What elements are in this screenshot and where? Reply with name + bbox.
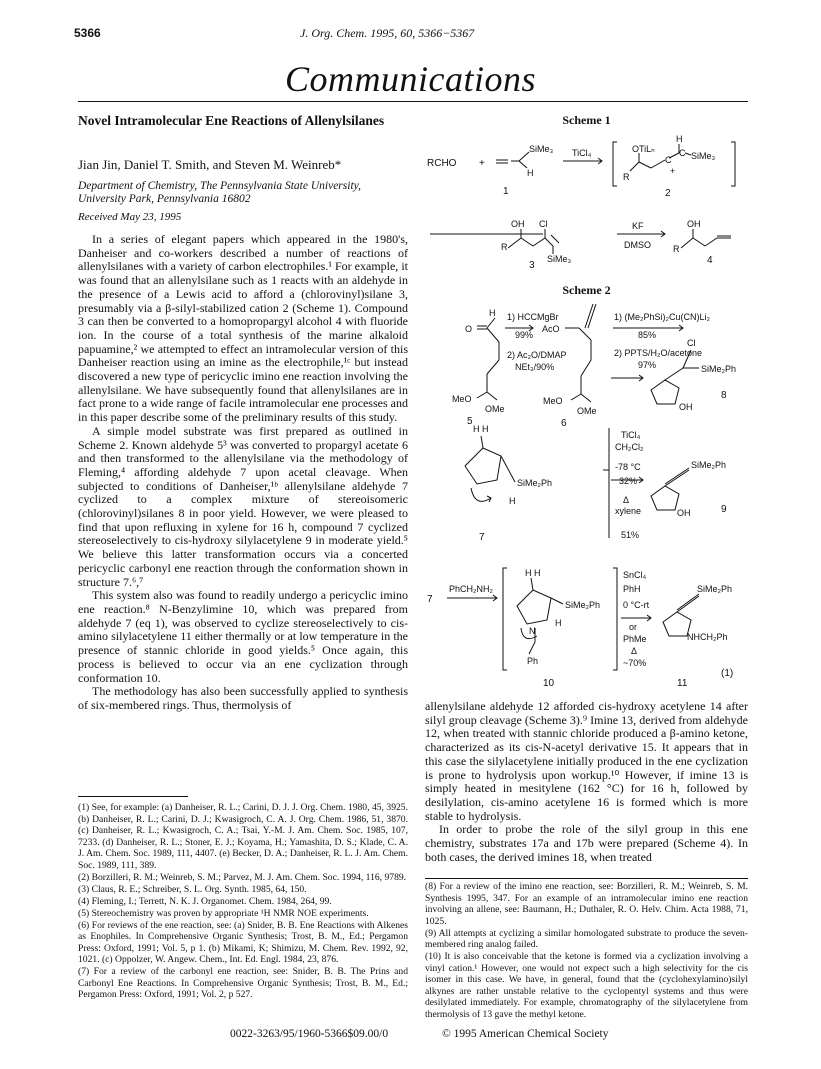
reagent-1c: 2) Ac₂O/DMAP — [507, 350, 567, 360]
footnote-rule — [78, 796, 188, 797]
footnote: (10) It is also conceivable that the ketone is formed via a cyclization involving a vinyl cation.¹ However, one would not expect such a high selectivity for the cis isomer in this case. We have, in general, found that the (cyclohexylamino)silyl alkynes are rather unstable relative to the cyclopentyl systems and thus were desilylated immediately. For example, chromatography of the silylacetylene from thermolysis of 13 gave the methyl ketone. — [425, 951, 748, 1020]
label-oh: OH — [511, 219, 525, 229]
reagent-kf: KF — [632, 221, 644, 231]
yield-32: 32% — [619, 476, 638, 486]
label-rcho: RCHO — [427, 158, 457, 169]
label-plus2: + — [670, 166, 676, 176]
compound-7-ref: 7 — [427, 594, 433, 605]
footnote: (3) Claus, R. E.; Schreiber, S. L. Org. Synth. 1985, 64, 150. — [78, 883, 307, 895]
label-n: N — [529, 626, 536, 636]
label-c1: C — [665, 155, 672, 165]
reagent-2c: 2) PPTS/H₂O/acetone — [614, 348, 703, 358]
label-r3: R — [673, 244, 680, 254]
reagent-ticl4: TiCl₄ — [572, 148, 592, 158]
footnotes-right — [425, 881, 748, 1021]
footnote: (2) Borzilleri, R. M.; Weinreb, S. M.; Parvez, M. J. Am. Chem. Soc. 1994, 116, 9789. — [78, 871, 407, 883]
body-left — [78, 233, 408, 713]
reagent-ticl4: TiCl₄ — [621, 430, 641, 440]
label-hh: H H — [473, 424, 489, 434]
condition-temp: -78 °C — [615, 462, 641, 472]
label-otil: OTiLₙ — [632, 144, 655, 154]
footnote: (9) All attempts at cyclizing a similar homologated substrate to produce the seven-membered ring analog failed. — [425, 927, 748, 950]
reagent-1a: 1) HCCMgBr — [507, 312, 559, 322]
compound-1: 1 — [503, 186, 509, 197]
scheme-1-figure — [425, 128, 748, 270]
compound-9: 9 — [721, 504, 727, 515]
footnote: (7) For a review of the carbonyl ene reaction, see: Snider, B. B. The Prins and Carbonyl Ene Reactions. In Comprehensive Organic Synthesis; Trost, B. M., Ed.; Pergamon Press: Oxford, 1991; Vol. 2, p 527. — [78, 966, 408, 1000]
label-or: or — [629, 622, 638, 632]
solvent-xylene: xylene — [615, 506, 642, 516]
label-o: O — [465, 324, 473, 334]
label-ph: Ph — [527, 656, 539, 666]
reagent-2d: 97% — [638, 360, 657, 370]
journal-citation: J. Org. Chem. 1995, 60, 5366−5367 — [300, 26, 475, 40]
paragraph: In a series of elegant papers which appeared in the 1980's, Danheiser and co-workers described a number of reactions of allenylsilanes with a variety of carbon electrophiles.¹ For example, it was found that an allenylsilane such as 1 reacts with an aldehyde in the presence of a Lewis acid to afford a (chlorovinyl)silane 3, presumably via a β-silyl-stabilized cation 2 (Scheme 1). Compound 3 can then be converted to a homopropargyl alcohol 4 with fluoride ion. In the course of a total synthesis of the marine alkaloid papuamine,² we attempted to effect an intramolecular version of this Danheiser reaction using an imine as the electrophile,¹ᶜ but instead discovered a new type of pericyclic imino ene reaction involving the allenylsilane. We have subsequently found that allenylsilanes are in fact prone to a wide range of facile intramolecular ene processes and in this paper describe some of the preliminary results of this study. — [78, 232, 408, 425]
compound-11: 11 — [677, 678, 688, 689]
compound-5: 5 — [467, 416, 473, 427]
section-title: Communications — [284, 59, 536, 99]
label-sime2ph2: SiMe₂Ph — [697, 584, 733, 594]
label-sime2ph: SiMe₂Ph — [517, 478, 553, 488]
author-list: Jian Jin, Daniel T. Smith, and Steven M. Weinreb* — [78, 157, 342, 172]
footnotes-left — [78, 802, 408, 1001]
compound-10: 10 — [543, 678, 555, 689]
scheme-2-figure — [425, 298, 748, 548]
reagent-sncl4: SnCl₄ — [623, 570, 647, 580]
footnote: (5) Stereochemistry was proven by appropriate ¹H NMR NOE experiments. — [78, 907, 369, 919]
scheme-1-title: Scheme 1 — [562, 113, 611, 127]
paragraph: This system also was found to readily undergo a pericyclic imino ene reaction.⁸ N-Benzylimine 10, which was prepared from aldehyde 7 (eq 1), was observed to cyclize stereoselectively to cis-amino silylacetylene 11 either thermally or at low temperature in the presence of stannic chloride in good yields.⁵ Once again, this process is believed to occur via an ene cyclization through conformation 10. — [78, 588, 408, 685]
reagent-1b: 99% — [515, 330, 534, 340]
label-h2: H — [676, 134, 683, 144]
compound-3: 3 — [529, 260, 535, 270]
reagent-benzylamine: PhCH₂NH₂ — [449, 584, 493, 594]
received-date: Received May 23, 1995 — [78, 211, 182, 223]
reagent-ch2cl2: CH₂Cl₂ — [615, 442, 644, 452]
compound-2: 2 — [665, 188, 671, 199]
label-oh: OH — [679, 402, 693, 412]
label-h: H — [527, 168, 534, 178]
compound-6: 6 — [561, 418, 567, 429]
yield-51: 51% — [621, 530, 640, 540]
label-aco: AcO — [542, 324, 560, 334]
condition-temp: 0 °C-rt — [623, 600, 650, 610]
label-oh2: OH — [687, 219, 701, 229]
label-h: H — [489, 308, 496, 318]
body-right — [425, 700, 748, 864]
label-oh2: OH — [677, 508, 691, 518]
label-ome: OMe — [485, 404, 505, 414]
label-c2: C — [679, 148, 686, 158]
label-meo: MeO — [452, 394, 472, 404]
label-cl: Cl — [687, 338, 696, 348]
compound-8: 8 — [721, 390, 727, 401]
label-plus: + — [479, 158, 485, 169]
label-h2: H — [509, 496, 516, 506]
reagent-2b: 85% — [638, 330, 657, 340]
equation-number: (1) — [721, 668, 734, 679]
affiliation: Department of Chemistry, The Pennsylvania State University, University Park, Pennsylvania 16802 — [78, 180, 361, 205]
label-sime2ph2: SiMe₂Ph — [701, 364, 737, 374]
equation-1-figure — [425, 558, 748, 690]
label-nhch2ph: NHCH₂Ph — [687, 632, 728, 642]
solvent-phh: PhH — [623, 584, 641, 594]
compound-4: 4 — [707, 255, 713, 266]
reagent-2a: 1) (Me₂PhSi)₂Cu(CN)Li₂ — [614, 312, 710, 322]
label-sime2ph3: SiMe₂Ph — [691, 460, 727, 470]
reagent-1d: NEt₃/90% — [515, 362, 555, 372]
label-sime3b: SiMe₃ — [691, 151, 716, 161]
label-r2: R — [501, 242, 508, 252]
label-delta: Δ — [623, 495, 630, 505]
page-number: 5366 — [74, 26, 101, 40]
footnote: (6) For reviews of the ene reaction, see: (a) Snider, B. B. Ene Reactions with Alkenes as Enophiles. In Comprehensive Organic Synthesis; Trost, B. M., Ed.; Pergamon Press: Oxford, 1991; Vol. 5, p 1. (b) Mikami, K; Shimizu, M. Chem. Rev. 1992, 92, 1021. (c) Oppolzer, W. Angew. Chem., Int. Ed. Engl. 1984, 23, 876. — [78, 919, 408, 965]
compound-7: 7 — [479, 532, 485, 543]
reagent-dmso: DMSO — [624, 240, 651, 250]
yield-70: ~70% — [623, 658, 647, 668]
footnote-rule-right — [425, 878, 748, 879]
article-title: Novel Intramolecular Ene Reactions of Allenylsilanes — [78, 113, 385, 128]
footnote: (8) For a review of the imino ene reaction, see: Borzilleri, R. M.; Weinreb, S. M. Synthesis 1995, 347. For an example of an intramolecular imino ene reaction involving an allene, see: Baumann, H.; Duthaler, R. O. Helv. Chim. Acta 1988, 71, 1025. — [425, 881, 748, 927]
paragraph: A simple model substrate was first prepared as outlined in Scheme 2. Known aldehyde 5³ was converted to propargyl acetate 6 and then transformed to the allenylsilane via the methodology of Fleming,⁴ affording aldehyde 7 upon acetal cleavage. When subjected to conditions of Danheiser,¹ᵇ allenylsilane aldehyde 7 cyclized to a complex mixture of stereoisomeric (chlorovinyl)silanes 8 in poor yield. However, we were pleased to find that upon refluxing in xylene for 16 h, compound 7 cyclized stereoselectively to cis-hydroxy silylacetylene 9 in moderate yield.⁵ We believe this latter transformation occurs via a concerted pericyclic carbonyl ene reaction through the conformation shown in structure 7.⁶,⁷ — [78, 423, 408, 589]
footer-code: 0022-3263/95/1960-5366$09.00/0 — [230, 1028, 389, 1040]
paragraph: allenylsilane aldehyde 12 afforded cis-hydroxy acetylene 14 after silyl group cleavage (Scheme 3).⁹ Imine 13, derived from aldehyde 12, when treated with stannic chloride produced a β-amino ketone, characterized as its cis-N-acetyl derivative 15. It appears that in this case the silylacetylene initially produced in the ene cyclization is prone to hydrolysis upon workup.¹⁰ However, if imine 13 is simply heated in mesitylene (162 °C) for 16 h, followed by desilylation, cis-amino acetylene 16 is formed which is more stable to hydrolysis. — [425, 699, 748, 823]
label-hh: H H — [525, 568, 541, 578]
paragraph: The methodology has also been successfully applied to synthesis of six-membered rings. Thus, thermolysis of — [78, 684, 408, 712]
header-rule — [78, 101, 748, 102]
label-ome2: OMe — [577, 406, 597, 416]
label-meo2: MeO — [543, 396, 563, 406]
label-r: R — [623, 172, 630, 182]
solvent-phme: PhMe — [623, 634, 647, 644]
label-sime3: SiMe₃ — [529, 144, 554, 154]
label-sime3c: SiMe₃ — [547, 254, 572, 264]
footnote: (1) See, for example: (a) Danheiser, R. L.; Carini, D. J. J. Org. Chem. 1980, 45, 3925. (b) Danheiser, R. L.; Carini, D. J.; Kwasigroch, C. A. J. Org. Chem. 1986, 51, 3870. (c) Danheiser, R. L.; Kwasigroch, C. A.; Tsai, Y.-M. J. Am. Chem. Soc. 1985, 107, 7233. (d) Danheiser, R. L.; Stoner, E. J.; Koyama, H.; Yamashita, D. S.; Klade, C. A. J. Am. Chem. Soc. 1989, 111, 4407. (e) Becker, D. A.; Danheiser, R. L. J. Am. Chem. Soc. 1989, 111, 389. — [78, 802, 408, 871]
scheme-2-title: Scheme 2 — [562, 283, 611, 297]
paragraph: In order to probe the role of the silyl group in this ene chemistry, substrates 17a and 17b were prepared (Scheme 4). In both cases, the derived imines 18, when treated — [425, 822, 748, 864]
label-cl: Cl — [539, 219, 548, 229]
label-delta: Δ — [631, 646, 638, 656]
footnote: (4) Fleming, I.; Terrett, N. K. J. Organomet. Chem. 1984, 264, 99. — [78, 895, 332, 907]
label-h: H — [555, 618, 562, 628]
footer-copyright: © 1995 American Chemical Society — [442, 1028, 609, 1040]
label-sime2ph: SiMe₂Ph — [565, 600, 601, 610]
